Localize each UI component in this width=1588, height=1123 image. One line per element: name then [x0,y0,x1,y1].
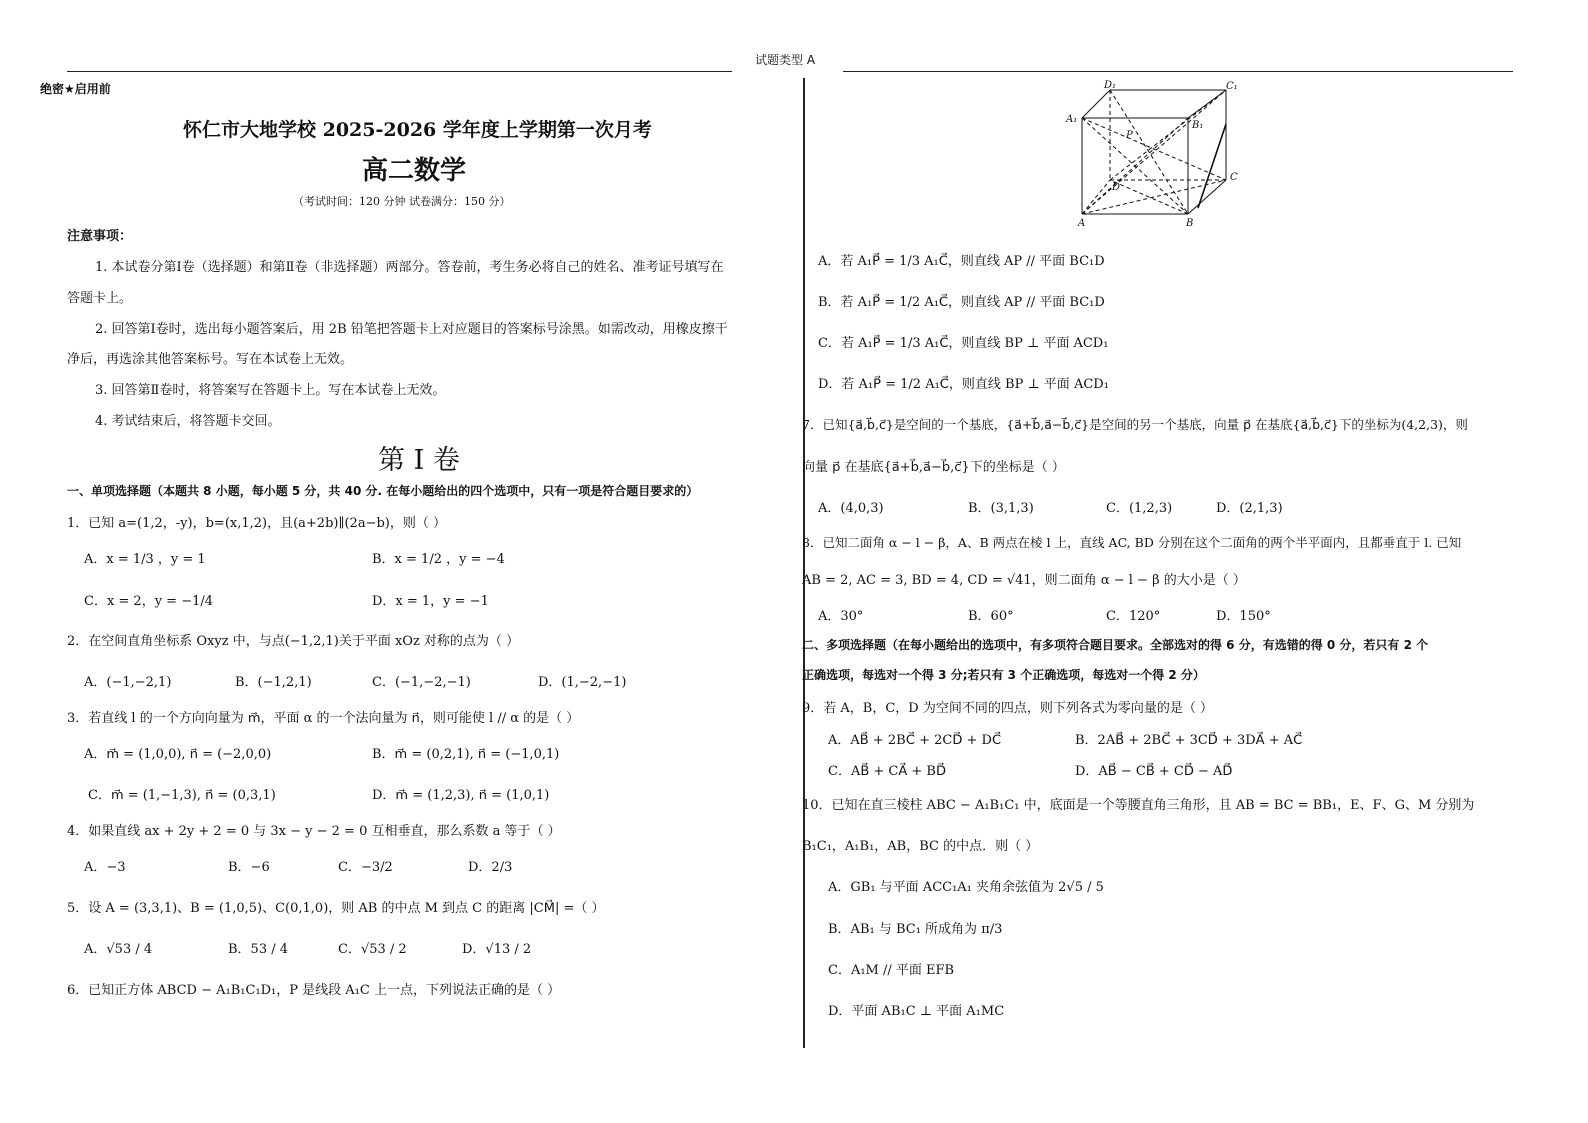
cube-label: B [1186,218,1194,229]
question-3-option-a[interactable]: A．m⃗ = (1,0,0), n⃗ = (−2,0,0) [84,747,272,762]
question-5-option-b[interactable]: B．53 / 4 [228,942,289,957]
question-4-stem: 4．如果直线 ax + 2y + 2 = 0 与 3x − y − 2 = 0 互相垂直，那么系数 a 等于（ ） [67,824,561,839]
question-9-option-c[interactable]: C．AB⃗ + CA⃗ + BD⃗ [828,764,946,779]
question-7-option-b[interactable]: B．(3,1,3) [968,501,1034,516]
question-10-option-b[interactable]: B．AB₁ 与 BC₁ 所成角为 π/3 [828,922,1003,937]
cube-label: C [1230,172,1238,183]
question-3-stem: 3．若直线 l 的一个方向向量为 m⃗，平面 α 的一个法向量为 n⃗，则可能使 l // α 的是（ ） [67,711,580,726]
question-10-option-c[interactable]: C．A₁M // 平面 EFB [828,963,955,978]
question-7-option-a[interactable]: A．(4,0,3) [818,501,884,516]
section-one-heading: 一、单项选择题（本题共 8 小题，每小题 5 分，共 40 分. 在每小题给出的四个选项中，只有一项是符合题目要求的） [67,484,699,498]
question-1-option-a[interactable]: A．x = 1/3 ，y = 1 [84,552,206,567]
question-1-stem: 1．已知 a=(1,2，-y)，b=(x,1,2)，且(a+2b)∥(2a−b)，则（ ） [67,516,446,531]
question-2-stem: 2．在空间直角坐标系 Oxyz 中，与点(−1,2,1)关于平面 xOz 对称的点为（ ） [67,634,520,649]
question-9-stem: 9．若 A，B，C，D 为空间不同的四点，则下列各式为零向量的是（ ） [802,701,1213,716]
question-6-stem: 6．已知正方体 ABCD − A₁B₁C₁D₁，P 是线段 A₁C 上一点，下列说法正确的是（ ） [67,983,561,998]
question-8-option-b[interactable]: B．60° [968,609,1014,624]
notes-heading: 注意事项： [67,229,133,244]
question-6-option-c[interactable]: C．若 A₁P⃗ = 1/3 A₁C⃗，则直线 BP ⊥ 平面 ACD₁ [818,336,1109,351]
section-two-heading-line2: 正确选项，每选对一个得 3 分;若只有 3 个正确选项，每选对一个得 2 分） [802,668,1205,682]
question-5-stem: 5．设 A = (3,3,1)、B = (1,0,5)、C(0,1,0)，则 AB 的中点 M 到点 C 的距离 |CM⃗| =（ ） [67,901,605,916]
question-5-option-c[interactable]: C．√53 / 2 [338,942,407,957]
question-2-option-a[interactable]: A．(−1,−2,1) [84,675,172,690]
cube-label: B₁ [1192,120,1204,131]
confidential-label: 绝密★启用前 [40,82,111,96]
subject-title: 高二数学 [362,156,467,186]
question-1-option-c[interactable]: C．x = 2，y = −1/4 [84,594,214,609]
question-7-stem-line1: 7．已知{a⃗,b⃗,c⃗}是空间的一个基底，{a⃗+b⃗,a⃗−b⃗,c⃗}是空间的另一个基底，向量 p⃗ 在基底{a⃗,b⃗,c⃗}下的坐标为(4,2,3)，则 [802,417,1468,432]
question-8-option-c[interactable]: C．120° [1106,609,1161,624]
paper-type-label: 试题类型 A [755,53,816,67]
question-4-option-a[interactable]: A．−3 [84,860,126,875]
note-line: 2. 回答第Ⅰ卷时，选出每小题答案后，用 2B 铅笔把答题卡上对应题目的答案标号涂黑。如需改动，用橡皮擦干 [95,322,728,337]
exam-title: 怀仁市大地学校 2025-2026 学年度上学期第一次月考 [183,119,652,141]
question-9-option-b[interactable]: B．2AB⃗ + 2BC⃗ + 3CD⃗ + 3DA⃗ + AC⃗ [1075,733,1303,748]
question-4-option-b[interactable]: B．−6 [228,860,270,875]
question-6-option-d[interactable]: D．若 A₁P⃗ = 1/2 A₁C⃗，则直线 BP ⊥ 平面 ACD₁ [818,377,1109,392]
question-5-option-d[interactable]: D．√13 / 2 [462,942,532,957]
question-3-option-d[interactable]: D．m⃗ = (1,2,3), n⃗ = (1,0,1) [372,788,550,803]
question-9-option-d[interactable]: D．AB⃗ − CB⃗ + CD⃗ − AD⃗ [1075,764,1233,779]
question-7-option-d[interactable]: D．(2,1,3) [1216,501,1283,516]
note-line: 净后，再选涂其他答案标号。写在本试卷上无效。 [67,352,354,367]
section-two-heading-line1: 二、多项选择题（在每小题给出的选项中，有多项符合题目要求。全部选对的得 6 分，有选错的得 0 分，若只有 2 个 [802,638,1429,652]
header-rule-right [843,71,1513,72]
question-6-option-b[interactable]: B．若 A₁P⃗ = 1/2 A₁C⃗，则直线 AP // 平面 BC₁D [818,295,1105,310]
column-divider [803,78,805,1048]
part-one-heading: 第 I 卷 [378,445,460,476]
question-8-option-a[interactable]: A．30° [818,609,864,624]
note-line: 3. 回答第Ⅱ卷时，将答案写在答题卡上。写在本试卷上无效。 [95,383,446,398]
question-1-option-b[interactable]: B．x = 1/2 ，y = −4 [372,552,505,567]
cube-label: C₁ [1226,81,1238,92]
question-7-stem-line2: 向量 p⃗ 在基底{a⃗+b⃗,a⃗−b⃗,c⃗}下的坐标是（ ） [802,460,1065,475]
question-4-option-d[interactable]: D．2/3 [468,860,513,875]
cube-label: D [1112,182,1121,193]
question-10-stem-line2: B₁C₁，A₁B₁，AB，BC 的中点．则（ ） [802,839,1039,854]
question-10-option-d[interactable]: D．平面 AB₁C ⊥ 平面 A₁MC [828,1004,1005,1019]
note-line: 4. 考试结束后，将答题卡交回。 [95,414,281,429]
cube-label: D₁ [1104,80,1117,91]
question-8-stem-line1: 8．已知二面角 α − l − β，A、B 两点在棱 l 上，直线 AC, BD 分别在这个二面角的两个半平面内，且都垂直于 l. 已知 [802,535,1462,550]
cube-label: A [1078,218,1086,229]
question-3-option-c[interactable]: C．m⃗ = (1,−1,3), n⃗ = (0,3,1) [88,788,276,803]
question-1-option-d[interactable]: D．x = 1，y = −1 [372,594,489,609]
cube-figure [1060,80,1250,230]
header-rule-left [67,71,732,72]
question-8-option-d[interactable]: D．150° [1216,609,1271,624]
question-3-option-b[interactable]: B．m⃗ = (0,2,1), n⃗ = (−1,0,1) [372,747,560,762]
question-9-option-a[interactable]: A．AB⃗ + 2BC⃗ + 2CD⃗ + DC⃗ [828,733,1002,748]
question-10-stem-line1: 10．已知在直三棱柱 ABC − A₁B₁C₁ 中，底面是一个等腰直角三角形，且 AB = BC = BB₁，E、F、G、M 分别为 [802,798,1475,813]
exam-time-info: （考试时间：120 分钟 试卷满分：150 分） [293,195,511,208]
question-10-option-a[interactable]: A．GB₁ 与平面 ACC₁A₁ 夹角余弦值为 2√5 / 5 [828,880,1104,895]
question-7-option-c[interactable]: C．(1,2,3) [1106,501,1173,516]
question-4-option-c[interactable]: C．−3/2 [338,860,393,875]
question-2-option-c[interactable]: C．(−1,−2,−1) [372,675,471,690]
question-6-option-a[interactable]: A．若 A₁P⃗ = 1/3 A₁C⃗，则直线 AP // 平面 BC₁D [818,254,1105,269]
note-line: 答题卡上。 [67,291,133,306]
question-2-option-d[interactable]: D．(1,−2,−1) [538,675,627,690]
question-2-option-b[interactable]: B．(−1,2,1) [235,675,312,690]
cube-label: P [1126,130,1133,141]
question-5-option-a[interactable]: A．√53 / 4 [84,942,153,957]
cube-label: A₁ [1066,114,1078,125]
question-8-stem-line2: AB = 2, AC = 3, BD = 4, CD = √41，则二面角 α − l − β 的大小是（ ） [802,573,1246,588]
note-line: 1. 本试卷分第Ⅰ卷（选择题）和第Ⅱ卷（非选择题）两部分。答卷前，考生务必将自己的姓名、准考证号填写在 [95,260,724,275]
